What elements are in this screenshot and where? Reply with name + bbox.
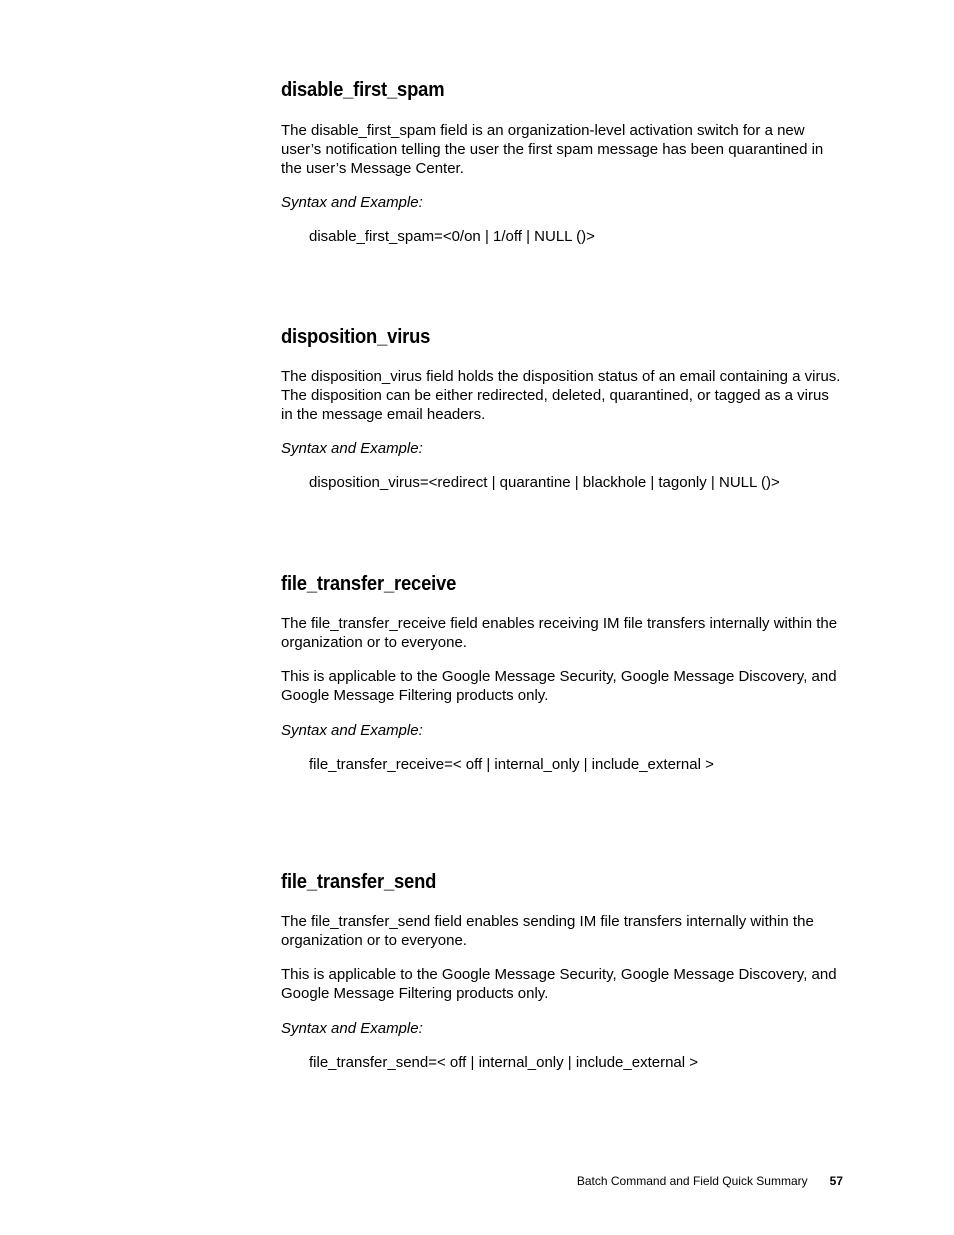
syntax-label: Syntax and Example: xyxy=(281,1020,423,1037)
syntax-example: disposition_virus=<redirect | quarantine | blackhole | tagonly | NULL ()> xyxy=(309,474,780,491)
section-heading: disposition_virus xyxy=(281,326,431,348)
section-disable-first-spam xyxy=(281,78,843,246)
section-heading: file_transfer_send xyxy=(281,871,437,893)
section-file-transfer-send xyxy=(281,870,843,1072)
syntax-label: Syntax and Example: xyxy=(281,440,423,457)
syntax-example: disable_first_spam=<0/on | 1/off | NULL ()> xyxy=(309,228,595,245)
syntax-label: Syntax and Example: xyxy=(281,194,423,211)
section-paragraph: The disable_first_spam field is an organization-level activation switch for a new user’s notification telling the user the first spam message has been quarantined in the user’s Message Center. xyxy=(281,122,824,177)
section-paragraph: The file_transfer_send field enables sending IM file transfers internally within the organization or to everyone. xyxy=(281,913,814,949)
syntax-example: file_transfer_receive=< off | internal_only | include_external > xyxy=(309,756,714,773)
section-heading: file_transfer_receive xyxy=(281,573,457,595)
page-number: 57 xyxy=(829,1174,843,1188)
footer-title: Batch Command and Field Quick Summary xyxy=(576,1174,808,1188)
section-heading: disable_first_spam xyxy=(281,79,445,101)
section-paragraph: The file_transfer_receive field enables receiving IM file transfers internally within the organization or to everyone. xyxy=(281,615,838,651)
section-disposition-virus xyxy=(281,325,843,492)
syntax-example: file_transfer_send=< off | internal_only | include_external > xyxy=(309,1054,699,1071)
section-paragraph: This is applicable to the Google Message Security, Google Message Discovery, and Google Message Filtering products only. xyxy=(281,668,837,704)
section-paragraph: The disposition_virus field holds the disposition status of an email containing a virus. The disposition can be either redirected, deleted, quarantined, or tagged as a virus in the message email headers. xyxy=(281,368,841,423)
section-file-transfer-receive xyxy=(281,572,843,774)
syntax-label: Syntax and Example: xyxy=(281,722,423,739)
section-paragraph: This is applicable to the Google Message Security, Google Message Discovery, and Google Message Filtering products only. xyxy=(281,966,837,1002)
page-footer xyxy=(500,1174,843,1189)
